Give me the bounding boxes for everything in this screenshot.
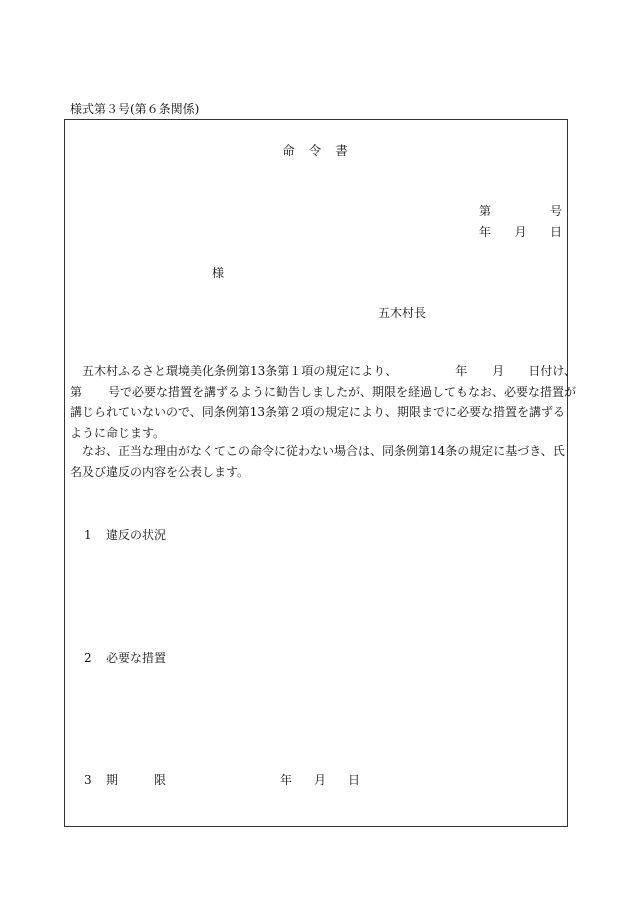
deadline-label-char-1: 期 [106, 773, 119, 787]
item-number: 3 [84, 773, 92, 787]
notice-line-1: なお、正当な理由がなくてこの命令に従わない場合は、同条例第14条の規定に基づき、氏 [82, 444, 565, 458]
date-month: 月 [514, 225, 527, 239]
form-label: 様式第３号(第６条関係) [70, 102, 200, 116]
deadline-date [280, 772, 360, 788]
order-line-2-prefix: 第 [70, 384, 83, 399]
order-line-4: ように命じます。 [70, 425, 166, 440]
order-line-1 [70, 361, 576, 382]
document-title: 命 令 書 [282, 143, 348, 158]
order-line-3: 講じられていないので、同条例第13条第２項の規定により、期限までに必要な措置を講ずる [70, 405, 566, 419]
item-number: 1 [84, 528, 92, 542]
item-label: 必要な措置 [106, 651, 167, 665]
item-number: 2 [84, 651, 92, 665]
order-day: 日付け、 [528, 364, 576, 378]
number-suffix: 号 [549, 204, 562, 218]
deadline-year: 年 [280, 773, 293, 787]
document-date-row [479, 224, 562, 240]
order-line-1-text: 五木村ふるさと環境美化条例第13条第１項の規定により、 [82, 364, 398, 378]
issuer: 五木村長 [378, 306, 427, 320]
notice-paragraph [70, 441, 563, 482]
order-line-2 [70, 382, 577, 403]
item-violation-status [84, 527, 166, 543]
order-line-2-text: 号で必要な措置を講ずるように勧告しましたが、期限を経過してもなお、必要な措置が [108, 384, 577, 399]
deadline-month: 月 [313, 773, 326, 787]
document-number-row [479, 203, 562, 219]
date-year: 年 [479, 225, 492, 239]
order-paragraph [70, 361, 577, 443]
notice-line-2: 名及び違反の内容を公表します。 [70, 464, 250, 479]
number-prefix: 第 [479, 204, 492, 218]
order-year: 年 [455, 364, 468, 378]
deadline-label-char-2: 限 [153, 773, 166, 787]
item-deadline [84, 772, 360, 788]
date-day: 日 [549, 225, 562, 239]
item-label: 違反の状況 [106, 528, 167, 542]
item-required-measures [84, 650, 166, 666]
order-month: 月 [492, 364, 505, 378]
deadline-label [106, 772, 166, 788]
deadline-day: 日 [347, 773, 360, 787]
addressee: 様 [212, 266, 225, 280]
